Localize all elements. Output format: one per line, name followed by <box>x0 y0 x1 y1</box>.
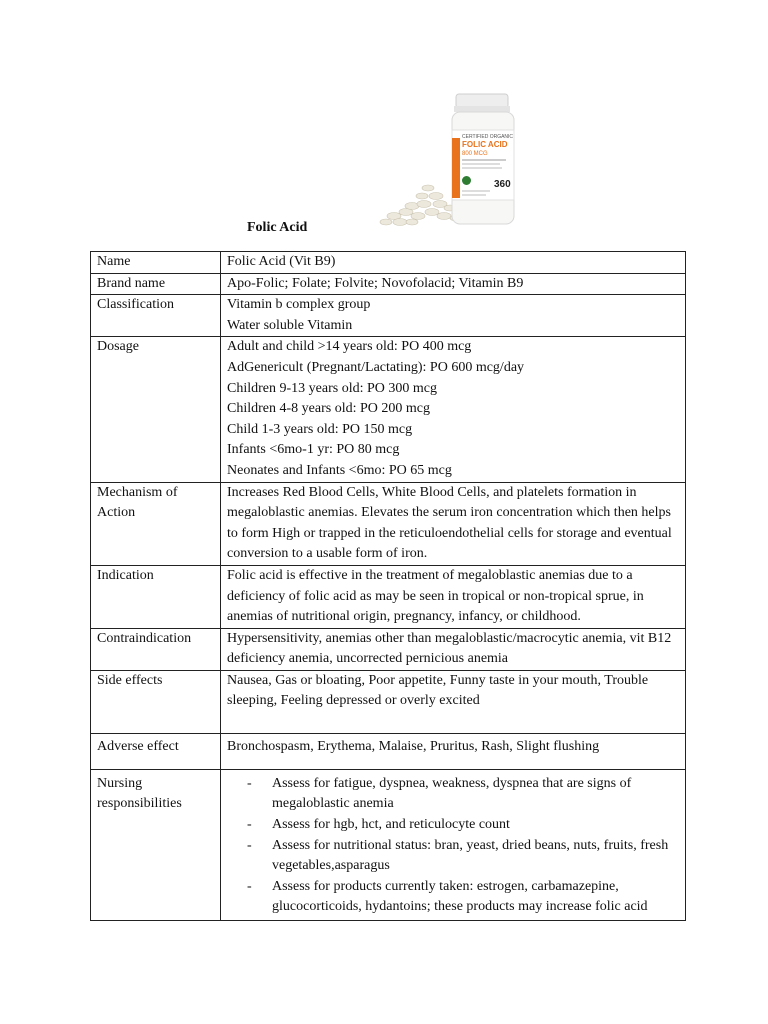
classification-line: Vitamin b complex group <box>227 297 371 313</box>
row-value <box>221 295 686 337</box>
nursing-list <box>227 774 679 918</box>
row-value: Folic acid is effective in the treatment of megaloblastic anemias due to a deficiency of folic acid as may be seen in tropical or non-tropical sprue, in anemias of nutritional origin, pregnancy, infancy, or childhood. <box>221 565 686 628</box>
product-image <box>378 92 528 232</box>
classification-line: Water soluble Vitamin <box>227 317 353 333</box>
row-label: Dosage <box>91 337 221 482</box>
table-row-nursing <box>91 769 686 920</box>
dosage-line: Children 9-13 years old: PO 300 mcg <box>227 380 437 396</box>
dosage-line: AdGenericult (Pregnant/Lactating): PO 600 mcg/day <box>227 359 525 375</box>
list-bullet: - <box>247 837 252 853</box>
row-label: Indication <box>91 565 221 628</box>
dosage-line: Adult and child >14 years old: PO 400 mcg <box>227 339 472 355</box>
table-row-name <box>91 252 686 274</box>
row-label-line: responsibilities <box>97 796 182 812</box>
list-item <box>227 877 679 918</box>
list-bullet: - <box>247 775 252 791</box>
dosage-line: Neonates and Infants <6mo: PO 65 mcg <box>227 462 452 478</box>
list-bullet: - <box>247 817 252 833</box>
list-item-text: Assess for products currently taken: estrogen, carbamazepine, glucocorticoids, hydantoins; these products may increase folic acid <box>272 878 648 915</box>
row-value <box>221 337 686 482</box>
row-value: Apo-Folic; Folate; Folvite; Novofolacid; Vitamin B9 <box>221 273 686 295</box>
table-row-classification <box>91 295 686 337</box>
label-certified: CERTIFIED ORGANIC <box>462 134 514 140</box>
list-item <box>227 815 679 836</box>
bottle <box>452 94 514 224</box>
table-row-side-effects <box>91 670 686 733</box>
row-label: Brand name <box>91 273 221 295</box>
row-value: Folic Acid (Vit B9) <box>221 252 686 274</box>
list-item-text: Assess for hgb, hct, and reticulocyte count <box>272 817 510 833</box>
row-label-line: Action <box>97 505 136 521</box>
list-item-text: Assess for nutritional status: bran, yeast, dried beans, nuts, fruits, fresh vegetables,asparagus <box>272 837 669 874</box>
tablets-pile <box>380 185 462 226</box>
row-label: Side effects <box>91 670 221 733</box>
folic-acid-bottle-image <box>378 92 528 232</box>
row-label: Name <box>91 252 221 274</box>
dosage-line: Children 4-8 years old: PO 200 mcg <box>227 401 430 417</box>
dosage-line: Infants <6mo-1 yr: PO 80 mcg <box>227 442 400 458</box>
label-strength: 800 MCG <box>462 151 488 157</box>
row-value: Hypersensitivity, anemias other than megaloblastic/macrocytic anemia, vit B12 deficiency anemia, uncorrected pernicious anemia <box>221 628 686 670</box>
row-label: Contraindication <box>91 628 221 670</box>
table-row-dosage <box>91 337 686 482</box>
row-label <box>91 482 221 565</box>
row-label-line: Nursing <box>97 775 143 791</box>
row-value: Increases Red Blood Cells, White Blood Cells, and platelets formation in megaloblastic anemias. Elevates the serum iron concentration which then helps to form High or trapped in the reticuloendothelial cells for storage and eventual conversion to a usable form of iron. <box>221 482 686 565</box>
list-item <box>227 836 679 877</box>
list-bullet: - <box>247 878 252 894</box>
row-label-line: Mechanism of <box>97 484 178 500</box>
row-label <box>91 769 221 920</box>
row-value: Nausea, Gas or bloating, Poor appetite, Funny taste in your mouth, Trouble sleeping, Feeling depressed or overly excited <box>221 670 686 733</box>
list-item-text: Assess for fatigue, dyspnea, weakness, dyspnea that are signs of megaloblastic anemia <box>272 775 632 812</box>
row-label: Adverse effect <box>91 733 221 769</box>
row-label: Classification <box>91 295 221 337</box>
table-row-mechanism <box>91 482 686 565</box>
document-title: Folic Acid <box>247 220 308 235</box>
row-value: Bronchospasm, Erythema, Malaise, Pruritus, Rash, Slight flushing <box>221 733 686 769</box>
label-folic-acid: FOLIC ACID <box>462 140 508 149</box>
table-row-adverse <box>91 733 686 769</box>
table-row-contraindication <box>91 628 686 670</box>
table-row-indication <box>91 565 686 628</box>
row-value <box>221 769 686 920</box>
label-count: 360 <box>494 179 511 190</box>
drug-info-table <box>90 251 686 921</box>
table-row-brand <box>91 273 686 295</box>
dosage-line: Child 1-3 years old: PO 150 mcg <box>227 421 413 437</box>
list-item <box>227 774 679 815</box>
